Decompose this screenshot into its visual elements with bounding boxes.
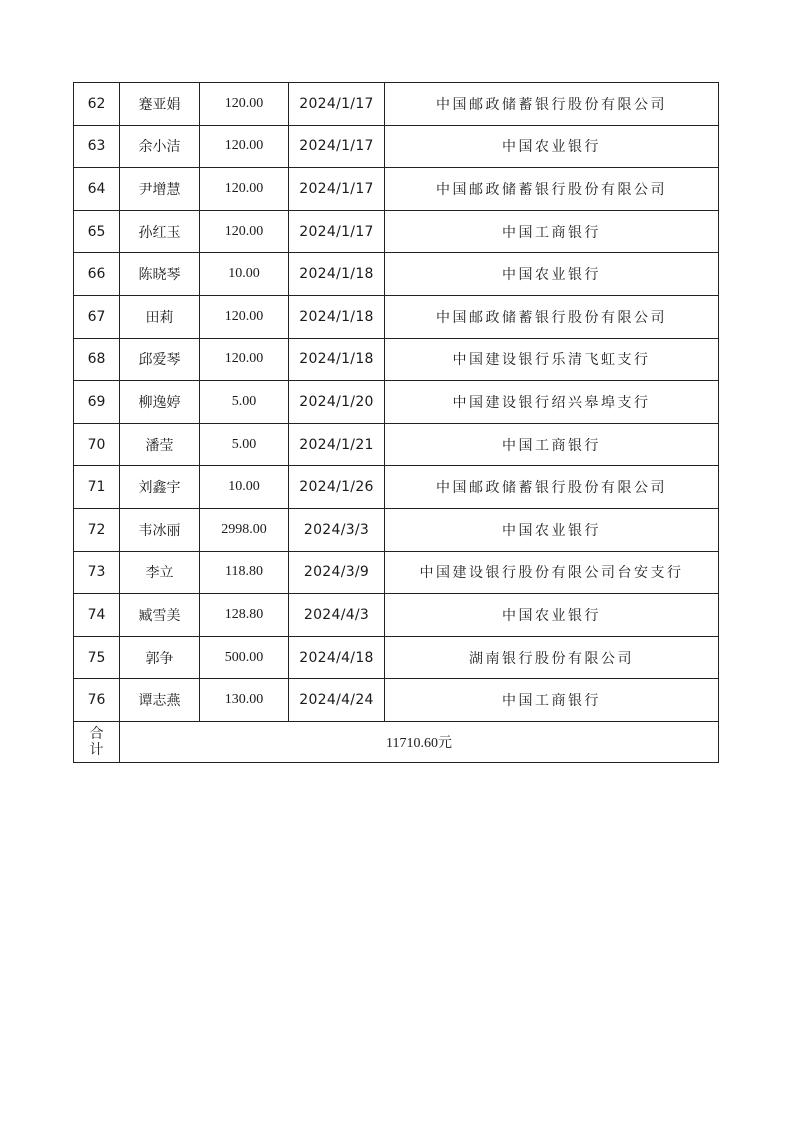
row-number: 68 <box>74 338 120 381</box>
bank-name: 中国农业银行 <box>385 508 719 551</box>
table-row <box>74 423 719 466</box>
row-number: 66 <box>74 253 120 296</box>
donation-amount: 120.00 <box>200 210 289 253</box>
donation-date: 2024/1/26 <box>289 466 385 509</box>
donation-amount: 120.00 <box>200 83 289 126</box>
bank-name: 中国邮政储蓄银行股份有限公司 <box>385 295 719 338</box>
row-number: 73 <box>74 551 120 594</box>
row-number: 63 <box>74 125 120 168</box>
bank-name: 中国农业银行 <box>385 125 719 168</box>
row-number: 72 <box>74 508 120 551</box>
row-number: 71 <box>74 466 120 509</box>
donor-name: 邱爱琴 <box>120 338 200 381</box>
donor-name: 余小洁 <box>120 125 200 168</box>
table-row <box>74 125 719 168</box>
donor-name: 蹇亚娟 <box>120 83 200 126</box>
row-number: 67 <box>74 295 120 338</box>
donation-date: 2024/1/20 <box>289 381 385 424</box>
donation-date: 2024/1/21 <box>289 423 385 466</box>
row-number: 64 <box>74 168 120 211</box>
table-row <box>74 594 719 637</box>
table-row <box>74 253 719 296</box>
donation-amount: 120.00 <box>200 125 289 168</box>
table-row <box>74 83 719 126</box>
bank-name: 中国工商银行 <box>385 423 719 466</box>
table-row <box>74 338 719 381</box>
bank-name: 中国工商银行 <box>385 210 719 253</box>
donation-date: 2024/4/18 <box>289 636 385 679</box>
table-row <box>74 551 719 594</box>
table-body <box>74 83 719 763</box>
donor-name: 柳逸婷 <box>120 381 200 424</box>
donation-table <box>73 82 719 763</box>
donor-name: 郭争 <box>120 636 200 679</box>
donor-name: 臧雪美 <box>120 594 200 637</box>
donation-amount: 120.00 <box>200 338 289 381</box>
table-row <box>74 295 719 338</box>
donor-name: 李立 <box>120 551 200 594</box>
row-number: 70 <box>74 423 120 466</box>
donation-date: 2024/3/9 <box>289 551 385 594</box>
donation-date: 2024/1/18 <box>289 253 385 296</box>
donation-date: 2024/1/18 <box>289 295 385 338</box>
donation-amount: 500.00 <box>200 636 289 679</box>
donation-amount: 10.00 <box>200 253 289 296</box>
donation-date: 2024/4/24 <box>289 679 385 722</box>
row-number: 76 <box>74 679 120 722</box>
table-row <box>74 679 719 722</box>
bank-name: 中国建设银行股份有限公司台安支行 <box>385 551 719 594</box>
table-row <box>74 466 719 509</box>
bank-name: 中国农业银行 <box>385 253 719 296</box>
bank-name: 中国建设银行乐清飞虹支行 <box>385 338 719 381</box>
bank-name: 中国农业银行 <box>385 594 719 637</box>
donor-name: 韦冰丽 <box>120 508 200 551</box>
donor-name: 刘鑫宇 <box>120 466 200 509</box>
donation-amount: 10.00 <box>200 466 289 509</box>
total-label-line1: 合 <box>89 725 104 742</box>
donation-date: 2024/4/3 <box>289 594 385 637</box>
donation-amount: 120.00 <box>200 168 289 211</box>
donation-date: 2024/1/17 <box>289 83 385 126</box>
bank-name: 中国邮政储蓄银行股份有限公司 <box>385 83 719 126</box>
row-number: 65 <box>74 210 120 253</box>
row-number: 75 <box>74 636 120 679</box>
bank-name: 湖南银行股份有限公司 <box>385 636 719 679</box>
donation-amount: 120.00 <box>200 295 289 338</box>
donation-amount: 2998.00 <box>200 508 289 551</box>
row-number: 62 <box>74 83 120 126</box>
row-number: 69 <box>74 381 120 424</box>
table-row <box>74 381 719 424</box>
bank-name: 中国邮政储蓄银行股份有限公司 <box>385 168 719 211</box>
table-row <box>74 210 719 253</box>
donation-amount: 128.80 <box>200 594 289 637</box>
donor-name: 孙红玉 <box>120 210 200 253</box>
table-row <box>74 508 719 551</box>
donor-name: 尹增慧 <box>120 168 200 211</box>
donor-name: 潘莹 <box>120 423 200 466</box>
donation-amount: 118.80 <box>200 551 289 594</box>
donation-date: 2024/1/18 <box>289 338 385 381</box>
donation-amount: 5.00 <box>200 423 289 466</box>
donor-name: 谭志燕 <box>120 679 200 722</box>
donation-date: 2024/1/17 <box>289 125 385 168</box>
total-label-line2: 计 <box>89 741 104 758</box>
bank-name: 中国工商银行 <box>385 679 719 722</box>
table-row <box>74 168 719 211</box>
total-value: 11710.60元 <box>120 721 719 762</box>
bank-name: 中国建设银行绍兴皋埠支行 <box>385 381 719 424</box>
donation-date: 2024/1/17 <box>289 210 385 253</box>
donation-date: 2024/1/17 <box>289 168 385 211</box>
row-number: 74 <box>74 594 120 637</box>
total-row <box>74 721 719 762</box>
donor-name: 陈晓琴 <box>120 253 200 296</box>
donor-name: 田莉 <box>120 295 200 338</box>
donation-date: 2024/3/3 <box>289 508 385 551</box>
donation-amount: 5.00 <box>200 381 289 424</box>
table-row <box>74 636 719 679</box>
donation-amount: 130.00 <box>200 679 289 722</box>
total-label <box>74 721 120 762</box>
bank-name: 中国邮政储蓄银行股份有限公司 <box>385 466 719 509</box>
